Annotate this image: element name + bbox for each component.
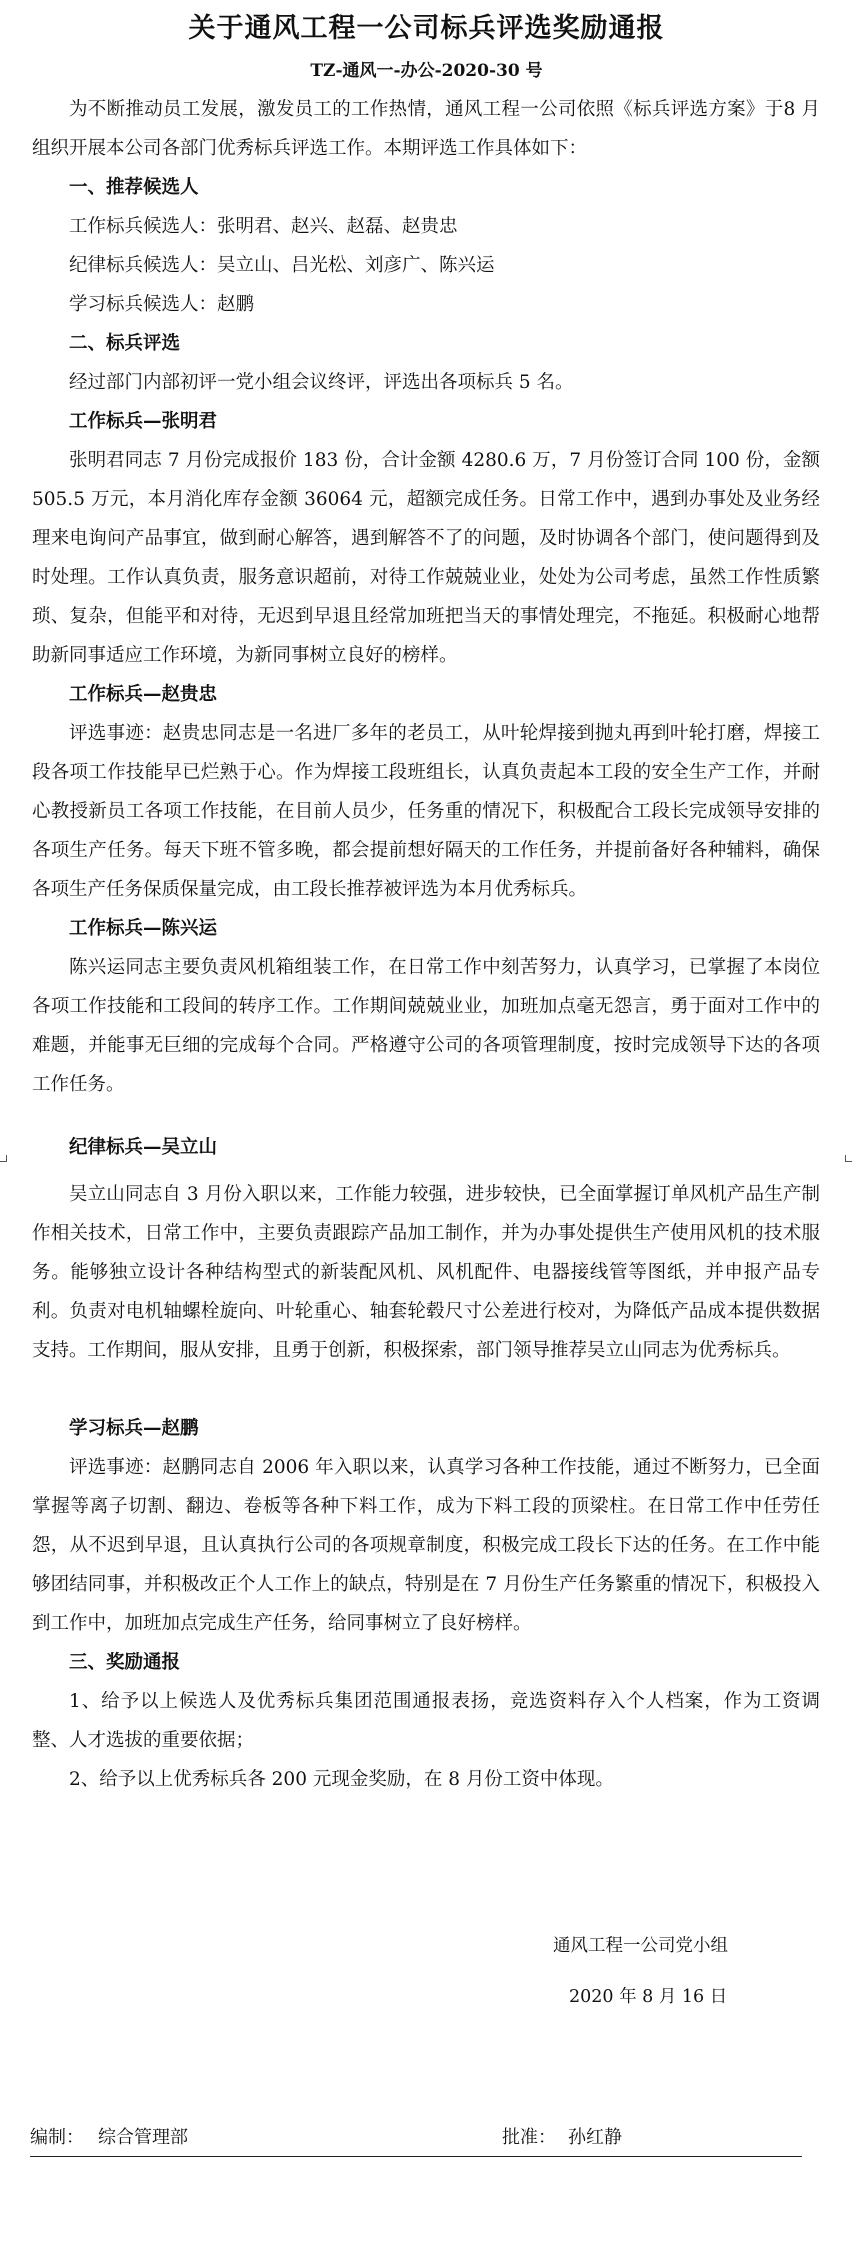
award-title-zhaopeng: 学习标兵—赵鹏 [69,1418,199,1439]
editor-value: 综合管理部 [98,2127,188,2148]
section1-heading: 一、推荐候选人 [69,177,199,198]
award-text-zhaoguizhong: 评选事迹：赵贵忠同志是一名进厂多年的老员工，从叶轮焊接到抛丸再到叶轮打磨，焊接工段各项工作技能早已烂熟于心。作为焊接工段班组长，认真负责起本工段的安全生产工作，并耐心教授新员工各项工作技能，在目前人员少，任务重的情况下，积极配合工段长完成领导安排的各项生产任务。每天下班不管多晚，都会提前想好隔天的工作任务，并提前备好各种辅料，确保各项生产任务保质保量完成，由工段长推荐被评选为本月优秀标兵。 [32,723,820,900]
section2-heading: 二、标兵评选 [69,333,181,354]
footer-rule [30,2156,802,2157]
candidates-work: 工作标兵候选人：张明君、赵兴、赵磊、赵贵忠 [69,216,458,237]
approver-label: 批准： [502,2127,556,2148]
signature-date: 2020 年 8 月 16 日 [569,1987,728,2007]
section3-heading: 三、奖励通报 [69,1652,181,1673]
award-title-zhaoguizhong: 工作标兵—赵贵忠 [69,684,218,705]
award-title-wu: 纪律标兵—吴立山 [69,1137,218,1158]
candidates-discipline: 纪律标兵候选人：吴立山、吕光松、刘彦广、陈兴运 [69,255,495,276]
award-title-chen: 工作标兵—陈兴运 [69,918,218,939]
award-title-zhang: 工作标兵—张明君 [69,411,218,432]
reward-item-1: 1、给予以上候选人及优秀标兵集团范围通报表扬，竞选资料存入个人档案，作为工资调整、人才选拔的重要依据； [32,1691,820,1751]
page-break-marker-left [0,1155,7,1162]
editor-label: 编制： [30,2127,84,2148]
document-number: TZ-通风一-办公-2020-30 号 [310,61,543,81]
award-text-chen: 陈兴运同志主要负责风机箱组装工作，在日常工作中刻苦努力，认真学习，已掌握了本岗位各项工作技能和工段间的转序工作。工作期间兢兢业业，加班加点毫无怨言，勇于面对工作中的难题，并能事无巨细的完成每个合同。严格遵守公司的各项管理制度，按时完成领导下达的各项工作任务。 [32,957,820,1095]
page-break-marker-right [845,1155,852,1162]
award-text-wu: 吴立山同志自 3 月份入职以来，工作能力较强，进步较快，已全面掌握订单风机产品生产制作相关技术，日常工作中，主要负责跟踪产品加工制作，并为办事处提供生产使用风机的技术服务。能够独立设计各种结构型式的新装配风机、风机配件、电器接线管等图纸，并申报产品专利。负责对电机轴螺栓旋向、叶轮重心、轴套轮毂尺寸公差进行校对，为降低产品成本提供数据支持。工作期间，服从安排，且勇于创新，积极探索，部门领导推荐吴立山同志为优秀标兵。 [32,1184,820,1361]
candidates-study: 学习标兵候选人：赵鹏 [69,294,255,315]
award-text-zhaopeng: 评选事迹：赵鹏同志自 2006 年入职以来，认真学习各种工作技能，通过不断努力，已全面掌握等离子切割、翻边、卷板等各种下料工作，成为下料工段的顶梁柱。在日常工作中任劳任怨，从不迟到早退，且认真执行公司的各项规章制度，积极完成工段长下达的任务。在工作中能够团结同事，并积极改正个人工作上的缺点，特别是在 7 月份生产任务繁重的情况下，积极投入到工作中，加班加点完成生产任务，给同事树立了良好榜样。 [32,1457,820,1634]
approver-value: 孙红静 [568,2127,622,2148]
award-text-zhang: 张明君同志 7 月份完成报价 183 份，合计金额 4280.6 万，7 月份签订合同 100 份，金额 505.5 万元，本月消化库存金额 36064 元，超额完成任务。日常工作中，遇到办事处及业务经理来电询问产品事宜，做到耐心解答，遇到解答不了的问题，及时协调各个部门，使问题得到及时处理。工作认真负责，服务意识超前，对待工作兢兢业业，处处为公司考虑，虽然工作性质繁琐、复杂，但能平和对待，无迟到早退且经常加班把当天的事情处理完，不拖延。积极耐心地帮助新同事适应工作环境，为新同事树立良好的榜样。 [32,450,820,666]
reward-item-2: 2、给予以上优秀标兵各 200 元现金奖励，在 8 月份工资中体现。 [69,1769,614,1790]
document-title: 关于通风工程一公司标兵评选奖励通报 [188,13,665,44]
signature-org: 通风工程一公司党小组 [553,1936,728,1956]
section2-intro: 经过部门内部初评一党小组会议终评，评选出各项标兵 5 名。 [69,372,574,393]
intro-paragraph: 为不断推动员工发展，激发员工的工作热情，通风工程一公司依照《标兵评选方案》于8 月组织开展本公司各部门优秀标兵评选工作。本期评选工作具体如下： [32,99,820,159]
